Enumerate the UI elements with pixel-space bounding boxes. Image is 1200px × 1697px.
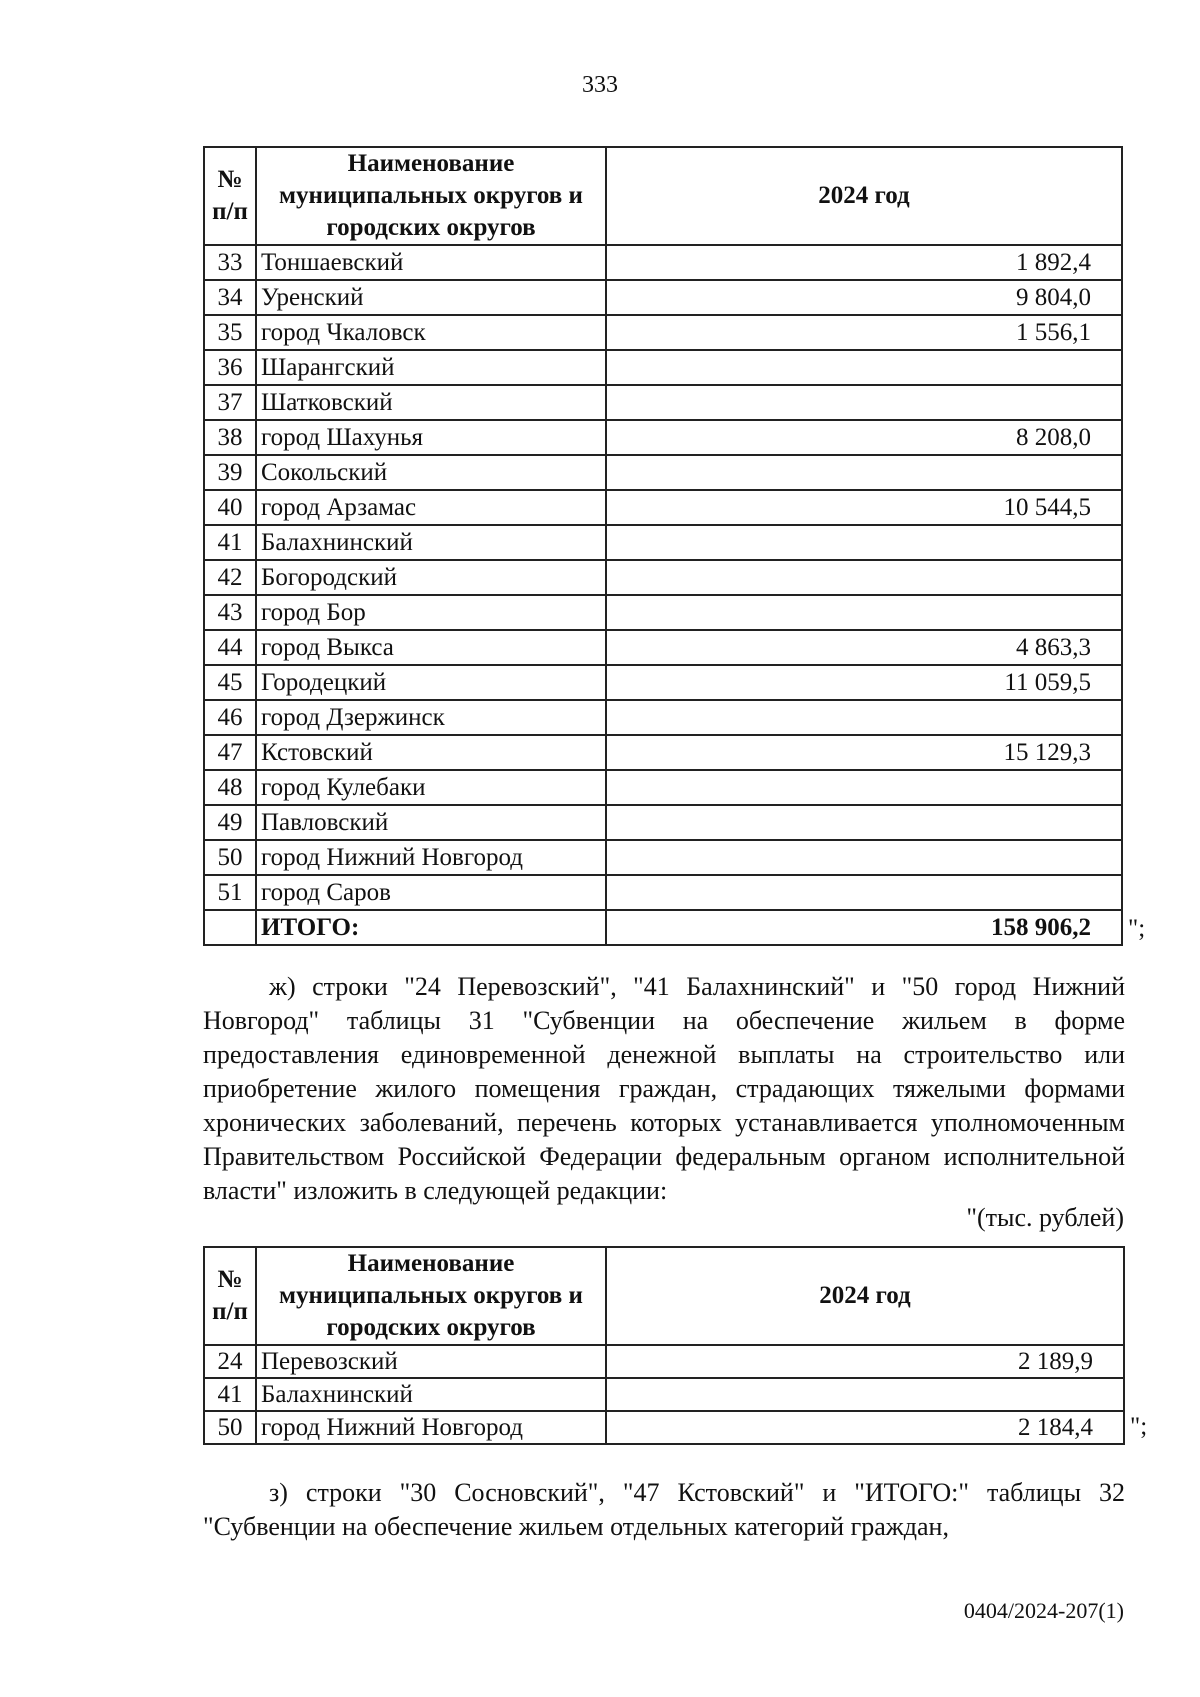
row-name: город Нижний Новгород <box>256 1411 606 1444</box>
table-row <box>204 1345 1124 1378</box>
row-value: 4 863,3 <box>606 630 1122 665</box>
row-name: Тоншаевский <box>256 245 606 280</box>
row-name: Шарангский <box>256 350 606 385</box>
row-name: Сокольский <box>256 455 606 490</box>
header-year: 2024 год <box>606 1247 1124 1345</box>
paragraph-z: з) строки "30 Сосновский", "47 Кстовский" и "ИТОГО:" таблицы 32 "Субвенции на обеспечение жильем отдельных категорий граждан, <box>203 1478 1125 1541</box>
row-value: 1 892,4 <box>606 245 1122 280</box>
row-name: Богородский <box>256 560 606 595</box>
header-year: 2024 год <box>606 147 1122 245</box>
header-num: № п/п <box>204 1247 256 1345</box>
row-name: Городецкий <box>256 665 606 700</box>
row-num: 41 <box>204 1378 256 1411</box>
row-name: город Дзержинск <box>256 700 606 735</box>
row-num: 47 <box>204 735 256 770</box>
row-num: 42 <box>204 560 256 595</box>
total-row <box>204 910 1122 945</box>
row-num: 45 <box>204 665 256 700</box>
table-row <box>204 455 1122 490</box>
table-row <box>204 735 1122 770</box>
row-name: город Кулебаки <box>256 770 606 805</box>
row-value: 9 804,0 <box>606 280 1122 315</box>
row-name: город Арзамас <box>256 490 606 525</box>
table-row <box>204 875 1122 910</box>
row-value: 1 556,1 <box>606 315 1122 350</box>
row-num: 50 <box>204 1411 256 1444</box>
table-row <box>204 525 1122 560</box>
total-value: 158 906,2 <box>606 910 1122 945</box>
table-row <box>204 1378 1124 1411</box>
row-name: Шатковский <box>256 385 606 420</box>
row-num: 37 <box>204 385 256 420</box>
total-label: ИТОГО: <box>256 910 606 945</box>
table-row <box>204 840 1122 875</box>
table-row <box>204 595 1122 630</box>
row-value: 2 184,4 <box>606 1411 1124 1444</box>
row-name: город Выкса <box>256 630 606 665</box>
row-value <box>606 455 1122 490</box>
row-num: 38 <box>204 420 256 455</box>
row-name: город Саров <box>256 875 606 910</box>
total-num-empty <box>204 910 256 945</box>
table-subventions-1 <box>203 146 1123 946</box>
table-row <box>204 665 1122 700</box>
row-value <box>606 385 1122 420</box>
table-row <box>204 490 1122 525</box>
row-value <box>606 1378 1124 1411</box>
row-value <box>606 525 1122 560</box>
row-name: город Нижний Новгород <box>256 840 606 875</box>
row-name: Перевозский <box>256 1345 606 1378</box>
paragraph-zh: ж) строки "24 Перевозский", "41 Балахнинский" и "50 город Нижний Новгород" таблицы 31 "Субвенции на обеспечение жильем в форме предоставления единовременной денежной выплаты на строительство или приобретение жилого помещения граждан, страдающих тяжелыми формами хронических заболеваний, перечень которых устанавливается уполномоченным Правительством Российской Федерации федеральным органом исполнительной власти" изложить в следующей редакции: <box>203 972 1125 1205</box>
header-num: № п/п <box>204 147 256 245</box>
row-value <box>606 350 1122 385</box>
row-value <box>606 875 1122 910</box>
header-name: Наименование муниципальных округов и городских округов <box>256 1247 606 1345</box>
row-name: Павловский <box>256 805 606 840</box>
row-value <box>606 805 1122 840</box>
table-row <box>204 1411 1124 1444</box>
table-subventions-31 <box>203 1246 1125 1445</box>
row-value <box>606 560 1122 595</box>
row-num: 41 <box>204 525 256 560</box>
table-row <box>204 700 1122 735</box>
row-num: 35 <box>204 315 256 350</box>
row-num: 48 <box>204 770 256 805</box>
row-num: 44 <box>204 630 256 665</box>
row-name: город Шахунья <box>256 420 606 455</box>
row-name: Балахнинский <box>256 525 606 560</box>
row-num: 34 <box>204 280 256 315</box>
unit-note: "(тыс. рублей) <box>966 1203 1124 1232</box>
row-value <box>606 840 1122 875</box>
header-name: Наименование муниципальных округов и городских округов <box>256 147 606 245</box>
row-name: город Бор <box>256 595 606 630</box>
row-value: 11 059,5 <box>606 665 1122 700</box>
table-row <box>204 385 1122 420</box>
row-value: 8 208,0 <box>606 420 1122 455</box>
table-row <box>204 245 1122 280</box>
row-name: Кстовский <box>256 735 606 770</box>
table-row <box>204 350 1122 385</box>
row-name: Балахнинский <box>256 1378 606 1411</box>
row-num: 24 <box>204 1345 256 1378</box>
row-value: 2 189,9 <box>606 1345 1124 1378</box>
page-number: 333 <box>582 72 618 98</box>
row-num: 40 <box>204 490 256 525</box>
row-num: 50 <box>204 840 256 875</box>
row-num: 51 <box>204 875 256 910</box>
row-value <box>606 700 1122 735</box>
table-row <box>204 315 1122 350</box>
table-row <box>204 805 1122 840</box>
closing-quote-1: "; <box>1128 915 1146 942</box>
row-num: 33 <box>204 245 256 280</box>
table-row <box>204 280 1122 315</box>
row-value <box>606 770 1122 805</box>
table-header-row <box>204 147 1122 245</box>
row-num: 43 <box>204 595 256 630</box>
document-code: 0404/2024-207(1) <box>963 1598 1124 1623</box>
row-num: 46 <box>204 700 256 735</box>
table-row <box>204 420 1122 455</box>
row-name: город Чкаловск <box>256 315 606 350</box>
row-value: 10 544,5 <box>606 490 1122 525</box>
row-name: Уренский <box>256 280 606 315</box>
table-header-row <box>204 1247 1124 1345</box>
row-num: 36 <box>204 350 256 385</box>
row-num: 49 <box>204 805 256 840</box>
closing-quote-2: "; <box>1130 1413 1148 1440</box>
table-row <box>204 630 1122 665</box>
row-value <box>606 595 1122 630</box>
table-row <box>204 770 1122 805</box>
row-num: 39 <box>204 455 256 490</box>
row-value: 15 129,3 <box>606 735 1122 770</box>
table-row <box>204 560 1122 595</box>
